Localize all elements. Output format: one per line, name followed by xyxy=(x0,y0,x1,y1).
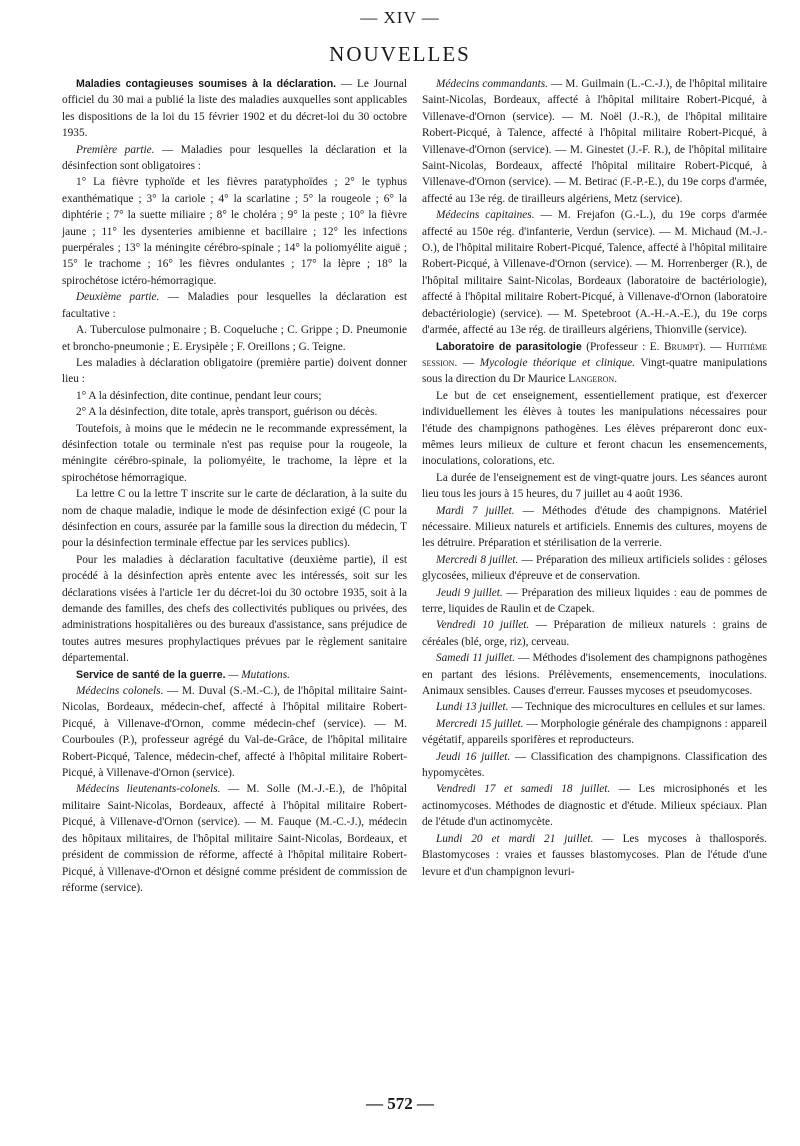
paragraph xyxy=(62,76,407,142)
paragraph-heading: Maladies contagieuses soumises à la déclaration. xyxy=(76,78,337,90)
paragraph-text: — Classification des champignons. Classification des hypomycètes. xyxy=(422,750,768,780)
paragraph-text: ). — xyxy=(699,340,726,353)
paragraph-heading: Médecins lieutenants-colonels. xyxy=(76,783,221,796)
paragraph-text: — Le Journal officiel du 30 mai a publié la liste des maladies auxquelles sont applicables les dispositions de la loi du 15 février 1902 et du décret-loi du 30 octobre 1935. xyxy=(62,78,407,140)
paragraph-text: — M. Duval (S.-M.-C.), de l'hôpital militaire Saint-Nicolas, Bordeaux, médecin-chef, affecté à l'hôpital militaire Robert-Picqué, à Villenave-d'Ornon, comme médecin-chef (service). — M. Courboules (P.), professeur agrégé du Val-de-Grâce, de l'hôpital militaire Robert-Picqué, Talence, médecin-chef, affecté à l'hôpital militaire Robert-Picqué, à Villenave-d'Ornon (service). xyxy=(62,685,407,780)
paragraph-text: — M. Guilmain (L.-C.-J.), de l'hôpital militaire Saint-Nicolas, Bordeaux, affecté à l'hôpital militaire Robert-Picqué, à Villenave-d'Ornon (service). — M. Noël (J.-R.), de l'hôpital militaire Robert-Picqué, à Talence, affecté à l'hôpital militaire Robert-Picqué, à Villenave-d'Ornon (service). — M. Ginestet (J.-F. R.), de l'hôpital militaire Saint-Nicolas, Bordeaux, affecté l'hôpital militaire Robert-Picqué, à Villenave-d'Ornon (service). — M. Betirac (F.-P.-E.), du 19e corps d'armée, affecté au 13e rég. de tirailleurs algériens, Metz (service). xyxy=(422,78,767,205)
paragraph-heading: Première partie. xyxy=(76,143,155,156)
paragraph: 1° La fièvre typhoïde et les fièvres paratyphoïdes ; 2° le typhus exanthématique ; 3° la cariole ; 4° la scarlatine ; 5° la rougeole ; 6° la diphtérie ; 7° la suette miliaire ; 8° le choléra ; 9° la peste ; 10° la fièvre jaune ; 11° les dysenteries amibienne et bacillaire ; 12° les infections puerpérales ; 13° la méningite cérébro-spinale ; 14° la poliomyélite aiguë ; 15° le trachome ; 16° les fièvres ondulantes ; 17° la lèpre ; 18° la spirochétose ictéro-hémorragique. xyxy=(62,176,407,287)
paragraph-text: — Préparation des milieux artificiels solides : géloses glycosées, milieux d'épreuve et de conservation. xyxy=(422,553,767,583)
paragraph: Toutefois, à moins que le médecin ne le recommande expressément, la désinfection totale ou terminale n'est pas requise pour la rougeole, la méningite cérébro-spinale, la poliomyéite, le trachome, la lèpre et la spirochétose hémorragique. xyxy=(62,422,407,484)
paragraph-text: . xyxy=(614,373,618,386)
paragraph-text: — M. Frejafon (G.-L.), du 19e corps d'armée affecté au 150e rég. d'infanterie, Verdun (service). — M. Michaud (M.-J.-O.), de l'hôpital militaire Robert-Picqué, Talence, affecté à l'hôpital militaire Robert-Picqué, à Villenave-d'Ornon (service). — M. Horrenberger (R.), de l'hôpital militaire Saint-Nicolas, Bordeaux (laboratoire de bactériologie), affecté à l'hôpital militaire Robert-Picqué, à Villenave-d'Ornon (laboratoire debactériologie) (service). — M. Spetebroot (A.-H.-A.-E.), du 19e corps d'armée, affecté au 13e rég. de tirailleurs algériens, Thionville (service). xyxy=(422,209,767,337)
paragraph xyxy=(422,699,767,715)
paragraph-heading: Médecins colonels. xyxy=(76,685,164,698)
paragraph-heading: Deuxième partie. xyxy=(76,291,160,304)
paragraph-heading: Médecins capitaines. xyxy=(436,209,535,222)
paragraph-heading: Lundi 13 juillet. xyxy=(436,701,509,714)
paragraph-heading: Laboratoire de parasitologie xyxy=(436,340,582,353)
roman-page-number: — XIV — xyxy=(360,8,440,27)
paragraph-text: — Technique des microcultures en cellules et sur lames. xyxy=(508,701,766,714)
paragraph xyxy=(62,289,407,322)
paragraph-heading: Mardi 7 juillet. xyxy=(436,504,515,517)
paragraph-text: — Maladies pour lesquelles la déclaration est facultative : xyxy=(62,291,407,320)
paragraph xyxy=(422,617,767,650)
paragraph-text: — Préparation des milieux liquides : eau de pommes de terre, liquides de Raulin et de Czapek. xyxy=(422,586,767,615)
paragraph-heading: Mercredi 8 juillet. xyxy=(436,553,519,566)
paragraph-heading: Médecins commandants. xyxy=(436,78,548,90)
paragraph xyxy=(422,339,767,388)
paragraph-text: — Méthodes d'isolement des champignons pathogènes en partant des lésions. Prélèvements, ensemencements, inoculations. Animaux sensibles. Causes d'erreur. Fausses mycoses et pseudomycoses. xyxy=(422,652,767,698)
paragraph: La lettre C ou la lettre T inscrite sur le carte de déclaration, à la suite du nom de chaque maladie, indique le mode de désinfection exigé (C pour la désinfection en cours, assurée par la famille sous la direction du médecin, T pour la désinfection terminale effectue par les services publics). xyxy=(62,488,407,550)
paragraph: Le but de cet enseignement, essentiellement pratique, est d'exercer individuellement les élèves à toutes les manipulations nécessaires pour l'étude des champignons pathogènes. Les élèves prépareront donc eux-mêmes leurs milieux de culture et feront chacun les ensemencements, inoculations, colorations, etc. xyxy=(422,389,767,468)
paragraph-heading: Vendredi 10 juillet. xyxy=(436,619,530,632)
professor-name: Brumpt xyxy=(663,340,700,353)
paragraph-heading: Mercredi 15 juillet. xyxy=(436,717,524,730)
paragraph-heading: Service de santé de la guerre. xyxy=(76,668,226,681)
page-number: — 572 — xyxy=(366,1094,434,1113)
paragraph: Pour les maladies à déclaration facultative (deuxième partie), il est procédé à la désinfection après entente avec les intéressés, soit sur les déclarations visées à l'article 1er du décret-loi du 30 octobre 1935, soit à la demande des familles, des chefs des collectivités publiques ou privées, des administrations hospitalières ou des bureaux d'assistance, sans préjudice de toutes autres mesures prophylactiques prévues par le règlement sanitaire départemental. xyxy=(62,553,407,665)
paragraph xyxy=(422,585,767,618)
paragraph xyxy=(62,781,407,896)
paragraph xyxy=(422,552,767,585)
paragraph-heading: Samedi 11 juillet. xyxy=(436,652,516,665)
paragraph xyxy=(422,650,767,699)
course-title: Mycologie théorique et clinique. xyxy=(479,356,635,369)
paragraph xyxy=(422,749,767,782)
paragraph: 1° A la désinfection, dite continue, pendant leur cours; xyxy=(76,389,322,402)
paragraph xyxy=(422,503,767,552)
paragraph-text: — Les microsiphonés et les actinomycoses. Méthodes de diagnostic et d'étude. Milieux spéciaux. Plan de l'étude d'un actinomycète. xyxy=(422,783,767,829)
paragraph-text: — Maladies pour lesquelles la déclaration et la désinfection sont obligatoires : xyxy=(62,143,407,173)
paragraph xyxy=(422,207,767,338)
section-title: NOUVELLES xyxy=(329,42,471,66)
paragraph: A. Tuberculose pulmonaire ; B. Coqueluche ; C. Grippe ; D. Pneumonie et broncho-pneumonie ; E. Erysipèle ; F. Oreillons ; G. Teigne. xyxy=(62,324,407,353)
paragraph: 2° A la désinfection, dite totale, après transport, guérison ou décès. xyxy=(76,406,378,419)
paragraph-heading: Jeudi 16 juillet. xyxy=(436,750,511,763)
paragraph: La durée de l'enseignement est de vingt-quatre jours. Les séances auront lieu tous les jours à 15 heures, du 7 juillet au 4 août 1936. xyxy=(422,471,767,501)
paragraph-text: (Professeur : E. xyxy=(581,340,664,353)
paragraph-text: Vingt-quatre manipulations sous la direction du Dr Maurice xyxy=(422,356,767,386)
paragraph-heading: Jeudi 9 juillet. xyxy=(436,586,503,599)
paragraph xyxy=(62,667,407,683)
paragraph-text: — Mutations. xyxy=(225,668,290,681)
director-name: Langeron xyxy=(568,373,615,386)
paragraph: Les maladies à déclaration obligatoire (première partie) doivent donner lieu : xyxy=(62,356,407,386)
paragraph-text: — M. Solle (M.-J.-E.), de l'hôpital militaire Saint-Nicolas, Bordeaux, affecté à l'hôpital militaire Robert-Picqué, à Villenave-d'Ornon (service). — M. Fauque (M.-C.-J.), médecin des hôpitaux militaires, de l'hôpital militaire Saint-Nicolas, Bordeaux, et président de commission de réforme, affecté à l'hôpital militaire Robert-Picqué, à Villenave-d'Ornon et désigné comme président de commission de réforme (service). xyxy=(62,783,407,894)
paragraph xyxy=(62,142,407,175)
paragraph xyxy=(422,781,767,830)
paragraph-text: — Méthodes d'étude des champignons. Matériel nécessaire. Milieux naturels et artificiels. Ennemis des cultures, moyens de les détruire. Préparation et stérilisation de la verrerie. xyxy=(422,504,767,550)
paragraph xyxy=(422,831,767,880)
paragraph-heading: Lundi 20 et mardi 21 juillet. xyxy=(436,832,594,845)
paragraph xyxy=(62,683,407,781)
paragraph xyxy=(422,716,767,749)
paragraph-text: . — xyxy=(454,356,480,369)
paragraph-heading: Vendredi 17 et samedi 18 juillet. xyxy=(436,783,611,796)
paragraph-text: — Préparation de milieux naturels : grains de céréales (blé, orge, riz), cerveau. xyxy=(422,619,767,648)
paragraph xyxy=(422,76,767,207)
paragraph-text: — Les mycoses à thallosporés. Blastomycoses : vraies et fausses blastomycoses. Plan de l'étude d'une levure et d'un champignon levuri- xyxy=(422,832,767,878)
paragraph-text: — Morphologie générale des champignons : appareil végétatif, appareils sporifères et reproducteurs. xyxy=(422,717,767,747)
right-column xyxy=(422,76,767,880)
left-column xyxy=(62,76,407,896)
session-label: Huitième session xyxy=(422,340,767,369)
